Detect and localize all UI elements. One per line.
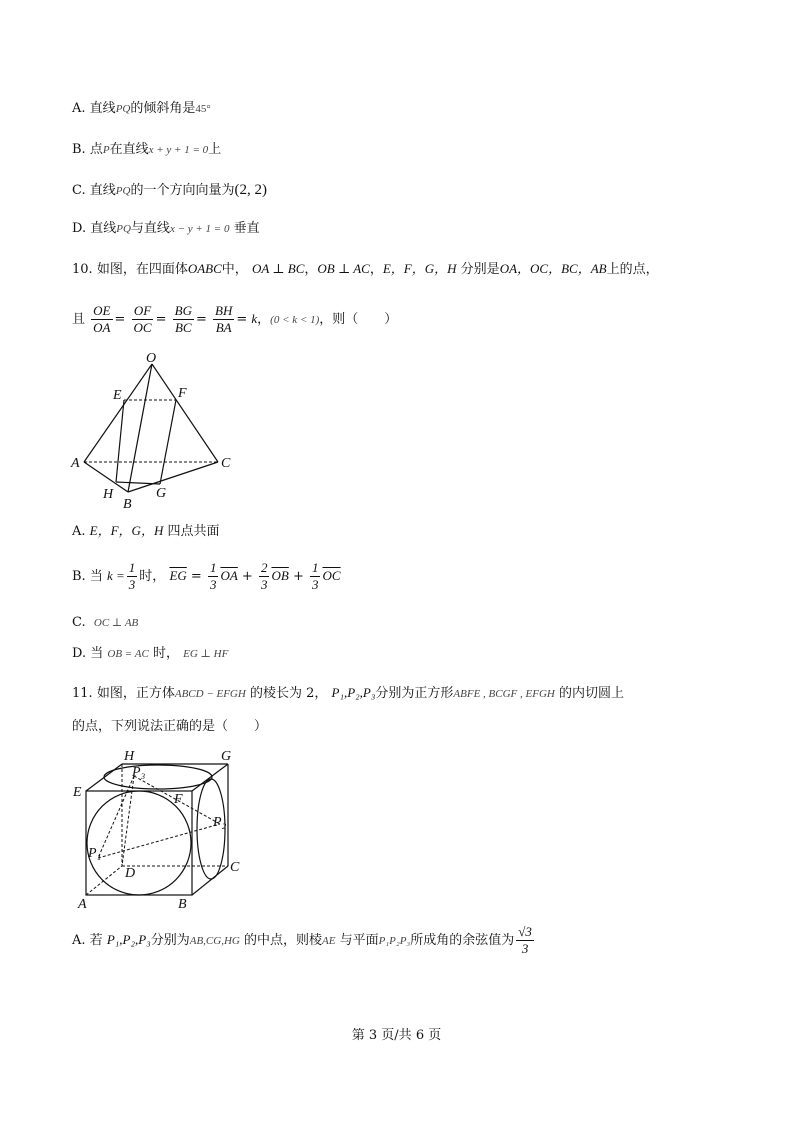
q10-option-a: A. E，F，G，H 四点共面	[72, 523, 220, 539]
q11-stem-line2: 的点，下列说法正确的是（ ）	[72, 719, 268, 734]
label-p3: P₃	[132, 765, 146, 780]
q10-option-c: C. OC ⊥ AB	[72, 615, 139, 630]
q9-option-a: A. 直线PQ的倾斜角是45°	[72, 101, 211, 116]
label-e: E	[113, 388, 122, 403]
label-f: F	[178, 386, 187, 401]
cube-figure	[70, 746, 250, 912]
q10-option-b: B. 当 k = $\frac{1}{3}$ 时， $\overline{EG}$ = $\frac{1}{3}$ $\overline{OA}$ + $\frac{2}{3}$ $\overline{OB}$ + $\frac{1}{3}$ $\overline{OC}$	[72, 560, 341, 592]
q10-option-d: D. 当 OB = AC 时， EG ⊥ HF	[72, 646, 229, 661]
label-h: H	[103, 487, 114, 502]
label-a: A	[71, 456, 80, 471]
label-g: G	[156, 486, 167, 501]
label-c: C	[230, 860, 240, 875]
fraction-bh-ba: $\frac{BH}{BA}$	[215, 303, 233, 335]
label-b: B	[123, 497, 132, 512]
q10-stem-line2: 且 $\frac{OE}{OA}$ = $\frac{OF}{OC}$ = $\frac{BG}{BC}$ = $\frac{BH}{BA}$ = k，(0 < k < 1)，则（ ）	[72, 303, 398, 335]
label-f: F	[174, 792, 183, 807]
label-p1: P₁	[88, 846, 102, 861]
q10-stem-line1: 10. 如图，在四面体OABC中， OA ⊥ BC，OB ⊥ AC，E，F，G，H 分别是OA，OC，BC，AB上的点，	[72, 261, 659, 277]
label-h: H	[124, 749, 135, 764]
label-b: B	[178, 897, 187, 912]
q11-stem-line1: 11. 如图，正方体ABCD − EFGH 的棱长为 2， P₁,P₂,P₃分别为正方形ABFE , BCGF , EFGH 的内切圆上	[72, 685, 624, 701]
q9-option-b: B. 点P在直线x + y + 1 = 0上	[72, 142, 222, 157]
page-footer: 第 3 页/共 6 页	[351, 1028, 442, 1043]
q9-option-c: C. 直线PQ的一个方向向量为(2, 2)	[72, 182, 267, 198]
fraction-of-oc: $\frac{OF}{OC}$	[133, 303, 152, 335]
label-a: A	[78, 897, 87, 912]
q11-option-a: A. 若 P₁,P₂,P₃分别为AB,CG,HG 的中点，则棱AE 与平面P₁P₂P₃所成角的余弦值为 $\frac{√3}{3}$	[72, 924, 532, 956]
label-d: D	[125, 866, 136, 881]
label-c: C	[221, 456, 231, 471]
label-g: G	[221, 749, 232, 764]
label-o: O	[146, 351, 157, 366]
fraction-oe-oa: $\frac{OE}{OA}$	[93, 303, 111, 335]
tetrahedron-figure	[66, 348, 244, 514]
label-p2: P₂	[213, 815, 227, 830]
label-e: E	[73, 785, 82, 800]
fraction-bg-bc: $\frac{BG}{BC}$	[174, 303, 192, 335]
q9-option-d: D. 直线PQ与直线x − y + 1 = 0 垂直	[72, 221, 260, 236]
